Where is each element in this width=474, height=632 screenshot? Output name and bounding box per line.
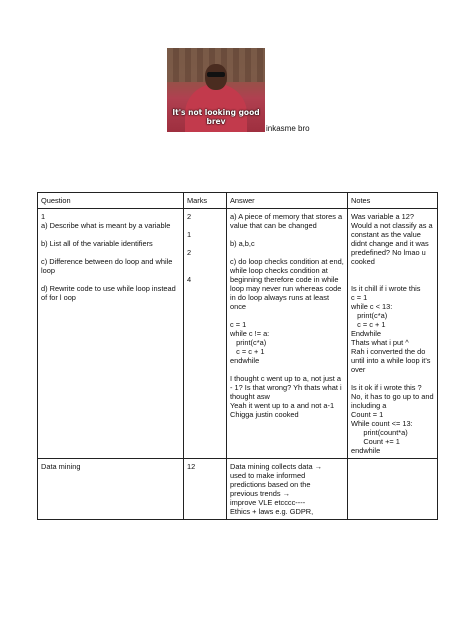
marks-cell: 12 [184, 459, 227, 520]
meme-sunglasses [207, 72, 225, 77]
header-notes: Notes [348, 193, 438, 209]
notes-cell [348, 459, 438, 520]
marks-cell: 2 1 2 4 [184, 209, 227, 459]
answer-cell: Data mining collects data → used to make informed predictions based on the previous trends → improve VLE etcccc---- Ethics + laws e.g. GDPR, [227, 459, 348, 520]
table-row [38, 209, 438, 459]
header-answer: Answer [227, 193, 348, 209]
header-question: Question [38, 193, 184, 209]
meme-image [167, 48, 265, 132]
question-cell: 1 a) Describe what is meant by a variable b) List all of the variable identifiers c) Difference between do loop and while loop d) Rewrite code to use while loop instead of for l oop [38, 209, 184, 459]
header-marks: Marks [184, 193, 227, 209]
meme-head [205, 64, 227, 90]
question-cell: Data mining [38, 459, 184, 520]
meme-caption: It's not looking good brev [172, 108, 260, 126]
table-row [38, 459, 438, 520]
answer-cell: a) A piece of memory that stores a value that can be changed b) a,b,c c) do loop checks condition at end, while loop checks condition at beginning therefore code in while loop may never run whereas code in do loop always runs at least once c = 1 while c != a: print(c*a) c = c + 1 endwhile I thought c went up to a, not just a - 1? Is that wrong? Yh thats what i thought asw Yeah it went up to a and not a-1 Chigga justin cooked [227, 209, 348, 459]
meme-label: inkasme bro [266, 124, 310, 133]
answers-table [37, 192, 438, 520]
table-header-row [38, 193, 438, 209]
notes-cell: Was variable a 12? Would a not classify as a constant as the value didnt change and it was predefined? No lmao u cooked Is it chill if i wrote this c = 1 while c < 13: print(c*a) c = c + 1 Endwhile Thats what i put ^ Rah i converted the do until into a while loop it's over Is it ok if i wrote this ? No, it has to go up to and including a Count = 1 While count <= 13: print(count*a) Count += 1 endwhile [348, 209, 438, 459]
